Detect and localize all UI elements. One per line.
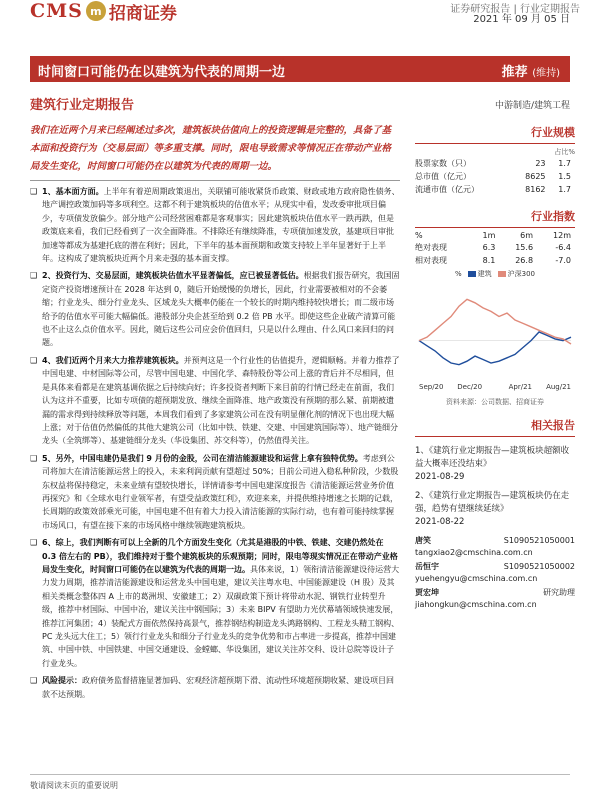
scale-cell-pct: 1.5 — [558, 172, 571, 181]
logo-cn: 招商证券 — [108, 3, 177, 24]
analyst-email[interactable]: yuehengyu@cmschina.com.cn — [415, 574, 538, 583]
legend-label-1: 沪深300 — [507, 270, 536, 278]
scale-cell-pct: 1.7 — [558, 159, 571, 168]
industry-scale-table — [415, 157, 575, 196]
analyst-name: 贾宏坤 — [415, 588, 439, 597]
scale-cell-label: 股票家数（只） — [415, 159, 471, 168]
scale-row — [415, 170, 575, 183]
title-bar — [30, 56, 570, 82]
scale-row — [415, 157, 575, 170]
series-line-1 — [419, 299, 571, 344]
industry-scale-heading: 行业规模 — [415, 122, 575, 144]
paragraph-text: 并预判这是一个行业性的估值提升，逻辑顺畅。并着力推荐了中国电建、中材国际等公司，尽管中国电建、中国化学、森特股份等公司上涨的背后并不尽相同，但是具体来看都是在建筑基调依据之后持续向好；许多投资者判断下来目前的行情已经走在前面，我们认为这并不重要，比如专项债的超预期发放、继续全面降准、地产政策没有预期的那么紧、前期被遗漏的需求得到持续释放等问题，本周我们看到了多家建筑公司在没有明显催化剂的情况下也出现大幅上涨；对于估值仍然偏低的其他大建筑公司（比如中铁、铁建、交建、中国建筑国际等）、地产链细分龙头（全筑绑等）、基建链细分龙头（华设集团、苏交科等），仍然值得关注。 — [42, 355, 400, 446]
index-cell-v2: 15.6 — [515, 243, 534, 252]
paragraph — [30, 452, 400, 532]
bullet-icon: ❑ — [30, 453, 38, 463]
main-content — [30, 122, 400, 701]
index-chart-svg — [415, 283, 575, 393]
paragraph — [30, 674, 400, 701]
scale-unit-label: 占比% — [554, 148, 575, 156]
analyst-id: S1090521050001 — [503, 536, 575, 545]
scale-row — [415, 183, 575, 196]
logo-mark-icon: m — [86, 1, 106, 21]
index-col-header: 1m — [482, 231, 496, 240]
index-col-header: 12m — [553, 231, 571, 240]
x-tick-label: Dec/20 — [457, 383, 483, 391]
index-chart — [415, 283, 575, 393]
index-cell-v3: -7.0 — [555, 256, 571, 265]
series-line-0 — [419, 332, 571, 365]
chart-source: 资料来源：公司数据、招商证券 — [446, 398, 544, 406]
scale-cell-pct: 1.7 — [558, 185, 571, 194]
industry-index-heading: 行业指数 — [415, 206, 575, 228]
index-cell-label: 相对表现 — [415, 256, 447, 265]
report-title: 时间窗口可能仍在以建筑为代表的周期一边 — [38, 65, 286, 80]
index-cell-v2: 26.8 — [515, 256, 534, 265]
report-subtitle: 建筑行业定期报告 — [30, 98, 135, 113]
legend-item-1 — [498, 269, 535, 279]
chart-legend — [415, 269, 575, 279]
industry-index-table — [415, 230, 575, 267]
related-list — [415, 445, 575, 529]
scale-cell-value: 8162 — [525, 185, 546, 194]
analyst-email[interactable]: tangxiao2@cmschina.com.cn — [415, 548, 533, 557]
scale-cell-label: 流通市值（亿元） — [415, 185, 479, 194]
report-date: 2021 年 09 月 05 日 — [473, 14, 570, 25]
paragraph-text: 政府债务监督措施显著加码、宏观经济超预期下滑、流动性环境超预期收紧、建设项目回款不达预期。 — [42, 676, 394, 699]
related-report-link[interactable] — [415, 490, 575, 529]
related-report-date: 2021-08-29 — [415, 472, 465, 482]
scale-cell-value: 23 — [535, 159, 546, 168]
report-type: 证券研究报告 | 行业定期报告 — [450, 4, 580, 15]
paragraph-lead: 5、另外，中国电建仍是我们 9 月份的金股，公司在清洁能源建设和运营上拿有独特优势。 — [42, 453, 363, 463]
sidebar — [415, 122, 575, 613]
analyst-name: 岳恒宇 — [415, 562, 439, 571]
legend-item-0 — [468, 269, 492, 279]
page-header — [0, 0, 600, 40]
related-report-title: 1、《建筑行业定期报告—建筑板块超额收益大概率还没结束》 — [415, 446, 570, 469]
index-row — [415, 254, 575, 267]
rating — [502, 61, 560, 80]
analyst-id: 研究助理 — [543, 588, 575, 597]
index-col-header: 6m — [520, 231, 534, 240]
legend-label-0: 建筑 — [477, 270, 492, 278]
abstract: 我们在近两个月来已经阐述过多次，建筑板块估值向上的投资逻辑是完整的，具备了基本面和投资行为（交易层面）等多重支撑。同时，限电导致需求等情况正在带动产业格局发生变化，时间窗口可能仍在以建筑为代表的周期一边。 — [30, 122, 400, 181]
paragraph-lead: 风险提示： — [42, 676, 82, 686]
paragraph-list — [30, 185, 400, 701]
analyst-list — [415, 535, 575, 611]
analyst-email[interactable]: jiahongkun@cmschina.com.cn — [415, 600, 537, 609]
paragraph — [30, 536, 400, 670]
paragraph-lead: 6、综上，我们判断有可以上全新的几个方面发生变化（尤其是港股的中铁、铁建、交建仍然处在 0.3 倍左右的 PB），我们维持对于整个建筑板块的乐观预期；同时，限电等现实情况正在带动产业格局发生变化，时间窗口可能仍在以建筑为代表的周期一边。 — [42, 538, 398, 574]
index-cell-v1: 6.3 — [482, 243, 496, 252]
legend-prefix: % — [454, 270, 462, 278]
scale-cell-label: 总市值（亿元） — [415, 172, 471, 181]
analyst-row — [415, 587, 575, 599]
rating-note: (维持) — [532, 68, 560, 79]
analyst-row — [415, 535, 575, 547]
footer-note: 敬请阅读末页的重要说明 — [30, 781, 118, 790]
paragraph-lead: 2、投资行为、交易层面，建筑板块估值水平显著偏低，应已被显著低估。 — [42, 271, 304, 281]
paragraph-lead: 4、我们近两个月来大力推荐建筑板块。 — [42, 355, 184, 365]
paragraph-text: 具体来说，1）领衔清洁能源建设待运营大力发力周期，推荐清洁能源建设和运营龙头中国电建，建议关注粤水电、中国能源建设（H 股）及其相关类概念整体四 A 上市的葛洲坝、安徽建工；2）双碳政策下预计将带动水泥、钢铁行业转型升级，推荐中材国际、中国中冶，建议关注中钢国际；3）未来 BIPV 有望助力光伏幕墙领域快速发展，推荐江河集团；4）装配式方面依然保持高景气，推荐钢结构制造龙头鸿路钢构、工程龙头精工钢构、PC 龙头远大住工；5）领行行业龙头和细分子行业龙头的竞争优势和市占率进一步提高，推荐中国建筑、中国中铁、中国铁建、中国交通建设、金螳螂、华设集团，建议关注苏交科、设计总院等设计子行业龙头。 — [42, 564, 400, 668]
paragraph-lead: 1、基本面方面。 — [42, 187, 104, 196]
related-report-title: 2、《建筑行业定期报告—建筑板块仍在走强，趋势有望继续延续》 — [415, 491, 570, 514]
x-tick-label: Sep/20 — [419, 383, 444, 391]
analyst-row — [415, 561, 575, 573]
related-report-date: 2021-08-22 — [415, 517, 465, 527]
sector-label: 中游制造/建筑工程 — [494, 101, 570, 111]
index-col-header: % — [415, 231, 423, 240]
bullet-icon: ❑ — [30, 271, 38, 281]
legend-swatch-1 — [498, 271, 506, 277]
paragraph — [30, 185, 400, 265]
related-report-link[interactable] — [415, 445, 575, 484]
related-heading: 相关报告 — [415, 415, 575, 437]
index-row — [415, 241, 575, 254]
analyst-id: S1090521050002 — [503, 562, 575, 571]
brand-logo — [30, 0, 177, 22]
x-tick-label: Aug/21 — [546, 383, 571, 391]
rating-label: 推荐 — [501, 65, 528, 80]
logo-en: CMS — [30, 0, 83, 22]
bullet-icon: ❑ — [30, 187, 38, 196]
paragraph-text: 上半年有着逆周期政策退出，关联铺可能收紧货币政策、财政或地方政府隐性债务、地产调控政策加码等多项利空。这都不利于建筑板块的估值水平；从现实中看，发改委审批项目偏少，专项债发放偏少。部分地产公司经营困难都是客观事实；因此建筑板块估值水平一跌再跌，但是政策底来看，我们已经看到了一次全面降准。不排除还有继续降准，专项债加速发放，基建项目审批加速等都成为基建托底的潜在利好；因此，下半年的基本面预期和政策支持较上半年显著好于上半年。这构成了建筑板块近两个月来走强的基本面支撑。 — [42, 187, 400, 264]
scale-cell-value: 8625 — [525, 172, 546, 181]
paragraph — [30, 269, 400, 349]
analyst-name: 唐笑 — [415, 536, 431, 545]
paragraph-text: 考虑到公司将加大在清洁能源运营上的投入，未来利润贡献有望超过 50%；目前公司进入稳私种阶段，少数股东权益将保持稳定，未来业绩有望较快增长，详情请参考中国电建深度报告《清洁能源运营业务价值再探究》和《全球水电行业领军者，有望受益政策红利》，欢迎来来，并提供维持增速之长期的记载，长周期的政策效部乘光可能，中国电建不但有着大力投入清洁能源的实际行动，也有着可能持续掌握市场风口，有望在接下来的市场风格中继续领跑建筑板块。 — [42, 453, 399, 530]
bullet-icon: ❑ — [30, 538, 38, 548]
index-cell-v3: -6.4 — [555, 243, 571, 252]
bullet-icon: ❑ — [30, 355, 38, 365]
paragraph — [30, 354, 400, 448]
footer-divider — [30, 774, 570, 775]
paragraph-text: 根据我们报告研究，我国固定资产投资增速预计在 2028 年达到 0，随后开始缓慢的负增长，因此，行业需要被相对的不会萎缩；行业龙头、细分行业龙头、区域龙头大概率仍能在一个较长的时期内维持较快增长；而二级市场给予的估值水平可能大幅偏低。港股部分央企甚至给到 0.2 倍 PB 水平。即使这些企业破产清算可能也不止这么点价值水平。因此，随后这些公司应会价值回归，只是以什么理由、什么风口来回归的问题。 — [42, 271, 400, 348]
bullet-icon: ❑ — [30, 676, 38, 686]
x-tick-label: Apr/21 — [508, 383, 533, 391]
legend-swatch-0 — [468, 271, 476, 277]
index-cell-label: 绝对表现 — [415, 243, 447, 252]
index-cell-v1: 8.1 — [482, 256, 496, 265]
